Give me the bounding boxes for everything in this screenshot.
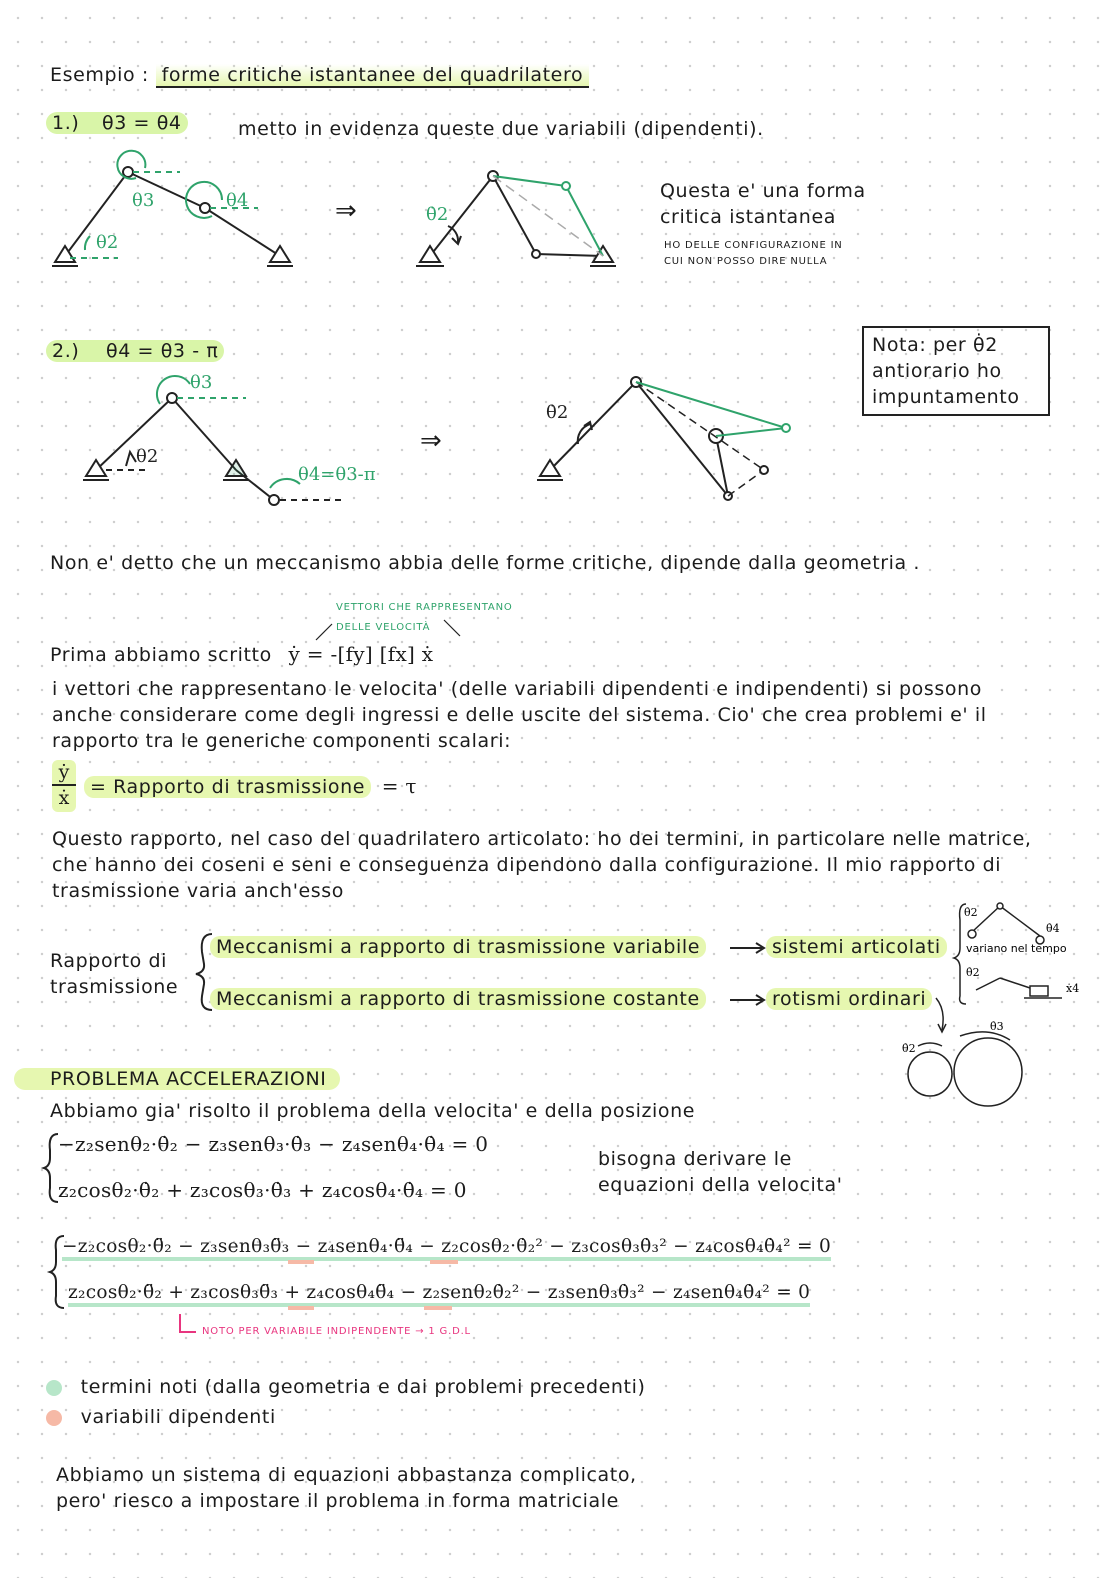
vectors-annotation-line2: DELLE VELOCITÀ bbox=[336, 622, 431, 633]
side-variano-note: variano nel tempo bbox=[966, 942, 1067, 955]
case1-small-line2: CUI NON POSSO DIRE NULLA bbox=[664, 256, 828, 267]
geometry-note: Non e' detto che un meccanismo abbia delle forme critiche, dipende dalla geometria . bbox=[50, 552, 921, 574]
transmission-variable-result: sistemi articolati bbox=[766, 936, 947, 958]
case2-theta3-label: θ3 bbox=[190, 372, 213, 393]
case2-theta2-label: θ2 bbox=[136, 446, 159, 467]
paragraph-vectors-line1: i vettori che rappresentano le velocita' (delle variabili dipendenti e indipendenti) si possono bbox=[52, 678, 982, 700]
transmission-constant-result: rotismi ordinari bbox=[766, 988, 932, 1010]
legend-known-label: termini noti (dalla geometria e dai problemi precedenti) bbox=[80, 1376, 646, 1398]
eq-acceleration-2-text: z₂cosθ₂·θ̈₂ + z₃cosθ₃θ̈₃ + z₄cosθ₄θ̈₄ − z₂senθ₂θ̇₂² − z₃senθ₃θ̇₃² − z₄senθ₄θ̇₄² = 0 bbox=[68, 1282, 810, 1307]
paragraph-vectors-line3: rapporto tra le generiche componenti scalari: bbox=[52, 730, 512, 752]
transmission-variable: Meccanismi a rapporto di trasmissione variabile bbox=[210, 936, 706, 958]
transmission-label-line1: Rapporto di bbox=[50, 950, 168, 972]
paragraph-ratio-line1: Questo rapporto, nel caso del quadrilatero articolato: ho dei termini, in particolare nelle matrice, bbox=[52, 828, 1032, 850]
side-theta4dot: θ̇4 bbox=[1046, 922, 1060, 935]
case1-result-line2: critica istantanea bbox=[660, 206, 836, 228]
legend-known bbox=[46, 1376, 646, 1398]
ratio-symbol: = τ bbox=[381, 774, 417, 798]
side-theta2dot-b: θ̇2 bbox=[966, 966, 980, 979]
closing-line2: pero' riesco a impostare il problema in forma matriciale bbox=[56, 1490, 619, 1512]
prima-text: Prima abbiamo scritto bbox=[50, 644, 272, 666]
ratio-numerator: ẏ bbox=[52, 760, 76, 786]
legend-dependent-dot bbox=[46, 1410, 62, 1426]
eq-velocity-1: −z₂senθ₂·θ̇₂ − z₃senθ₃·θ̇₃ − z₄senθ₄·θ̇₄ = 0 bbox=[58, 1132, 489, 1156]
example-title: forme critiche istantanee del quadrilatero bbox=[156, 64, 590, 88]
case2-condition: θ4 = θ3 - π bbox=[105, 340, 219, 362]
case1-result-line1: Questa e' una forma bbox=[660, 180, 866, 202]
vectors-annotation-line1: VETTORI CHE RAPPRESENTANO bbox=[336, 602, 513, 613]
side-theta2dot-a: θ̇2 bbox=[964, 906, 978, 919]
closing-line1: Abbiamo un sistema di equazioni abbastanza complicato, bbox=[56, 1464, 637, 1486]
ratio-label: = Rapporto di trasmissione bbox=[84, 776, 371, 798]
accel-heading: PROBLEMA ACCELERAZIONI bbox=[14, 1068, 340, 1090]
case2-nota-line1: Nota: per θ̇2 bbox=[872, 334, 998, 356]
legend-dependent-label: variabili dipendenti bbox=[80, 1406, 276, 1428]
paragraph-vectors-line2: anche considerare come degli ingressi e delle uscite del sistema. Cio' che crea problemi e' il bbox=[52, 704, 987, 726]
case2-theta2dot-label: θ̇2 bbox=[546, 402, 569, 423]
legend-dependent bbox=[46, 1406, 276, 1428]
case2-nota-line3: impuntamento bbox=[872, 386, 1020, 408]
case1-theta4-label: θ4 bbox=[226, 190, 249, 211]
side-theta3dot: θ̇3 bbox=[990, 1020, 1004, 1033]
case1-small-line1: HO DELLE CONFIGURAZIONE IN bbox=[664, 240, 843, 251]
legend-known-dot bbox=[46, 1380, 62, 1396]
case1-note: metto in evidenza queste due variabili (dipendenti). bbox=[238, 118, 764, 140]
paragraph-ratio-line2: che hanno dei coseni e seni e conseguenza dipendono dalla configurazione. Il mio rapporto di bbox=[52, 854, 1002, 876]
case1-number: 1.) bbox=[52, 112, 80, 134]
accel-intro: Abbiamo gia' risolto il problema della velocita' e della posizione bbox=[50, 1100, 696, 1122]
derive-note-line2: equazioni della velocita' bbox=[598, 1174, 843, 1196]
case2-implies-arrow: ⇒ bbox=[420, 426, 442, 456]
case1-theta2-label: θ2 bbox=[96, 232, 119, 253]
case2-theta4-label: θ4=θ3-π bbox=[298, 464, 376, 485]
side-theta2dot-c: θ̇2 bbox=[902, 1042, 916, 1055]
closing-paragraph bbox=[56, 1462, 637, 1514]
transmission-constant: Meccanismi a rapporto di trasmissione costante bbox=[210, 988, 706, 1010]
paragraph-ratio-line3: trasmissione varia anch'esso bbox=[52, 880, 345, 902]
case1-theta3-label: θ3 bbox=[132, 190, 155, 211]
ratio-denominator: ẋ bbox=[58, 787, 70, 809]
eq-velocity-2: z₂cosθ₂·θ̇₂ + z₃cosθ₃·θ̇₃ + z₄cosθ₄·θ̇₄ = 0 bbox=[58, 1178, 467, 1202]
case1-implies-arrow: ⇒ bbox=[335, 196, 357, 226]
independent-variable-note: NOTO PER VARIABILE INDIPENDENTE → 1 G.D.L bbox=[202, 1326, 471, 1337]
example-label: Esempio : bbox=[50, 64, 149, 86]
case2-nota-line2: antiorario ho bbox=[872, 360, 1002, 382]
case2-number: 2.) bbox=[52, 340, 80, 362]
side-x4dot: ẋ4 bbox=[1066, 982, 1080, 995]
case1-condition: θ3 = θ4 bbox=[101, 112, 182, 134]
transmission-label-line2: trasmissione bbox=[50, 976, 179, 998]
eq-acceleration-1-text: −z₂cosθ₂·θ̈₂ − z₃senθ₃θ̈₃ − z₄senθ₄·θ̈₄ − z₂cosθ₂·θ̇₂² − z₃cosθ₃θ̇₃² − z₄cosθ₄θ̇₄² = 0 bbox=[62, 1236, 831, 1261]
derive-note-line1: bisogna derivare le bbox=[598, 1148, 792, 1170]
prima-formula: ẏ = -[fy] [fx] ẋ bbox=[288, 642, 434, 666]
case1-theta2dot-label: θ̇2 bbox=[426, 204, 449, 225]
